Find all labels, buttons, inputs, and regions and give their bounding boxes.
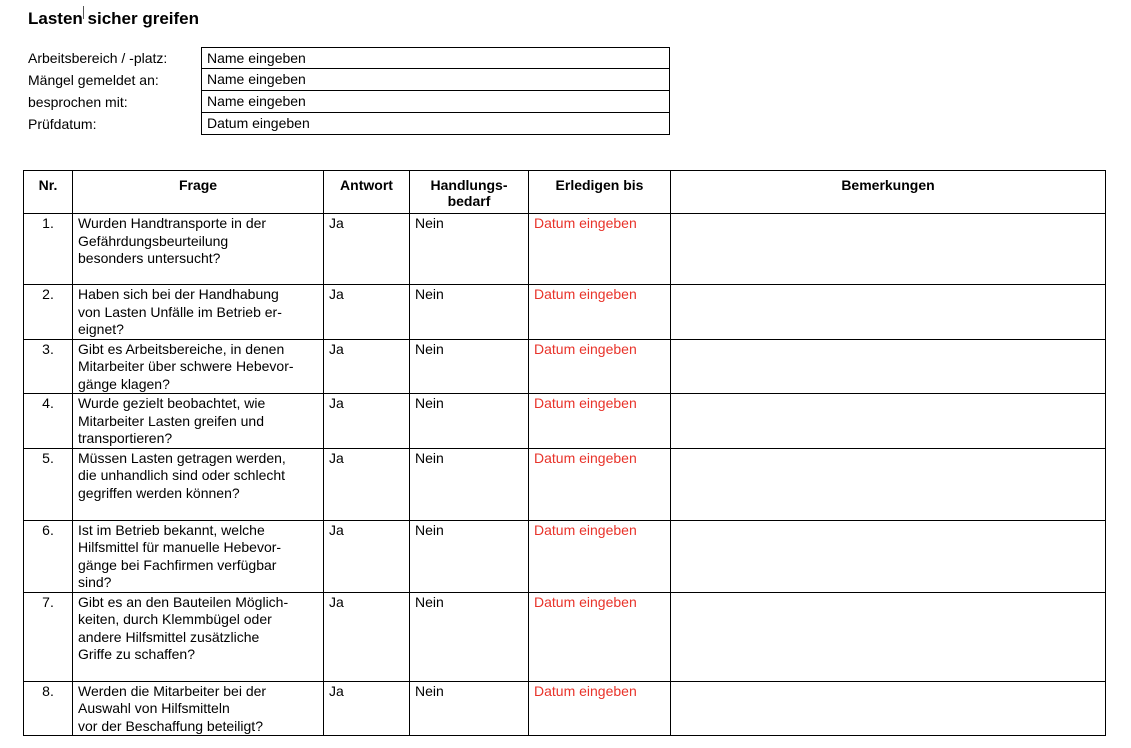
row-number: 7.	[24, 592, 73, 681]
erledigen-date-field[interactable]: Datum eingeben	[529, 681, 671, 736]
question-cell	[73, 520, 324, 592]
question-cell	[73, 681, 324, 736]
question-cell	[73, 339, 324, 394]
answer-cell[interactable]: Ja	[324, 592, 410, 681]
question-cell	[73, 285, 324, 340]
row-number: 6.	[24, 520, 73, 592]
handlungsbedarf-cell[interactable]: Nein	[410, 448, 529, 520]
header-antwort: Antwort	[324, 171, 410, 214]
meta-row-besprochen	[28, 91, 670, 113]
table-row	[24, 285, 1106, 340]
question-line: Mitarbeiter Lasten greifen und	[78, 412, 264, 429]
table-row	[24, 448, 1106, 520]
bemerkungen-field[interactable]	[671, 592, 1106, 681]
meta-form	[28, 47, 670, 135]
question-cell	[73, 214, 324, 285]
question-line: Gibt es Arbeitsbereiche, in denen	[78, 340, 285, 357]
row-number: 2.	[24, 285, 73, 340]
meta-label: Arbeitsbereich / -platz:	[28, 50, 168, 66]
answer-cell[interactable]: Ja	[324, 285, 410, 340]
handlungsbedarf-cell[interactable]: Nein	[410, 520, 529, 592]
erledigen-date-field[interactable]: Datum eingeben	[529, 285, 671, 340]
bemerkungen-field[interactable]	[671, 448, 1106, 520]
bemerkungen-field[interactable]	[671, 681, 1106, 736]
answer-cell[interactable]: Ja	[324, 394, 410, 449]
header-erledigen: Erledigen bis	[529, 171, 671, 214]
maengel-gemeldet-field[interactable]: Name eingeben	[201, 69, 670, 91]
bemerkungen-field[interactable]	[671, 214, 1106, 285]
row-number: 4.	[24, 394, 73, 449]
meta-label: besprochen mit:	[28, 94, 128, 110]
besprochen-mit-field[interactable]: Name eingeben	[201, 91, 670, 113]
bemerkungen-field[interactable]	[671, 394, 1106, 449]
bemerkungen-field[interactable]	[671, 339, 1106, 394]
question-line: Wurden Handtransporte in der	[78, 215, 267, 231]
meta-row-maengel	[28, 69, 670, 91]
question-line: Gefährdungsbeurteilung	[78, 232, 229, 249]
question-cell	[73, 448, 324, 520]
question-cell	[73, 592, 324, 681]
question-line: eignet?	[78, 321, 124, 337]
question-line: Gibt es an den Bauteilen Möglich-	[78, 593, 289, 610]
checklist-table	[23, 170, 1106, 736]
answer-cell[interactable]: Ja	[324, 448, 410, 520]
header-handlungsbedarf-line1: Handlungs-	[430, 177, 508, 193]
question-line: gänge bei Fachfirmen verfügbar	[78, 556, 277, 573]
question-line: die unhandlich sind oder schlecht	[78, 467, 286, 483]
question-line: Ist im Betrieb bekannt, welche	[78, 521, 265, 538]
erledigen-date-field[interactable]: Datum eingeben	[529, 214, 671, 285]
question-line: Auswahl von Hilfsmitteln	[78, 700, 230, 716]
question-line: gänge klagen?	[78, 375, 170, 392]
answer-cell[interactable]: Ja	[324, 339, 410, 394]
table-row	[24, 520, 1106, 592]
bemerkungen-field[interactable]	[671, 520, 1106, 592]
question-line: transportieren?	[78, 430, 173, 446]
meta-label: Prüfdatum:	[28, 116, 97, 132]
row-number: 8.	[24, 681, 73, 736]
row-number: 3.	[24, 339, 73, 394]
bemerkungen-field[interactable]	[671, 285, 1106, 340]
answer-cell[interactable]: Ja	[324, 520, 410, 592]
question-line: besonders untersucht?	[78, 250, 221, 266]
table-row	[24, 592, 1106, 681]
question-line: sind?	[78, 574, 112, 590]
arbeitsbereich-field[interactable]: Name eingeben	[201, 47, 670, 69]
question-cell	[73, 394, 324, 449]
handlungsbedarf-cell[interactable]: Nein	[410, 339, 529, 394]
header-handlungsbedarf	[410, 171, 529, 214]
question-line: keiten, durch Klemmbügel oder	[78, 611, 272, 627]
question-line: Werden die Mitarbeiter bei der	[78, 682, 267, 699]
row-number: 1.	[24, 214, 73, 285]
question-line: andere Hilfsmittel zusätzliche	[78, 628, 260, 645]
question-line: Müssen Lasten getragen werden,	[78, 449, 286, 466]
erledigen-date-field[interactable]: Datum eingeben	[529, 592, 671, 681]
question-line: vor der Beschaffung beteiligt?	[78, 717, 263, 734]
question-line: Griffe zu schaffen?	[78, 646, 195, 662]
answer-cell[interactable]: Ja	[324, 681, 410, 736]
question-line: gegriffen werden können?	[78, 484, 240, 501]
table-row	[24, 394, 1106, 449]
handlungsbedarf-cell[interactable]: Nein	[410, 592, 529, 681]
row-number: 5.	[24, 448, 73, 520]
handlungsbedarf-cell[interactable]: Nein	[410, 214, 529, 285]
meta-row-pruefdatum	[28, 113, 670, 135]
pruefdatum-field[interactable]: Datum eingeben	[201, 113, 670, 135]
question-line: Mitarbeiter über schwere Hebevor-	[78, 358, 294, 374]
header-handlungsbedarf-line2: bedarf	[447, 193, 491, 209]
table-row	[24, 214, 1106, 285]
erledigen-date-field[interactable]: Datum eingeben	[529, 339, 671, 394]
erledigen-date-field[interactable]: Datum eingeben	[529, 448, 671, 520]
page-title: Lasten sicher greifen	[28, 9, 200, 28]
handlungsbedarf-cell[interactable]: Nein	[410, 285, 529, 340]
answer-cell[interactable]: Ja	[324, 214, 410, 285]
header-frage: Frage	[73, 171, 324, 214]
question-line: Haben sich bei der Handhabung	[78, 286, 279, 302]
meta-label: Mängel gemeldet an:	[28, 72, 159, 88]
table-row	[24, 339, 1106, 394]
header-nr: Nr.	[24, 171, 73, 214]
question-line: von Lasten Unfälle im Betrieb er-	[78, 303, 282, 320]
question-line: Hilfsmittel für manuelle Hebevor-	[78, 539, 282, 555]
erledigen-date-field[interactable]: Datum eingeben	[529, 520, 671, 592]
handlungsbedarf-cell[interactable]: Nein	[410, 681, 529, 736]
erledigen-date-field[interactable]: Datum eingeben	[529, 394, 671, 449]
question-line: Wurde gezielt beobachtet, wie	[78, 395, 266, 411]
table-header-row	[24, 171, 1106, 214]
handlungsbedarf-cell[interactable]: Nein	[410, 394, 529, 449]
table-row	[24, 681, 1106, 736]
header-bemerkungen: Bemerkungen	[671, 171, 1106, 214]
meta-row-arbeitsbereich	[28, 47, 670, 69]
